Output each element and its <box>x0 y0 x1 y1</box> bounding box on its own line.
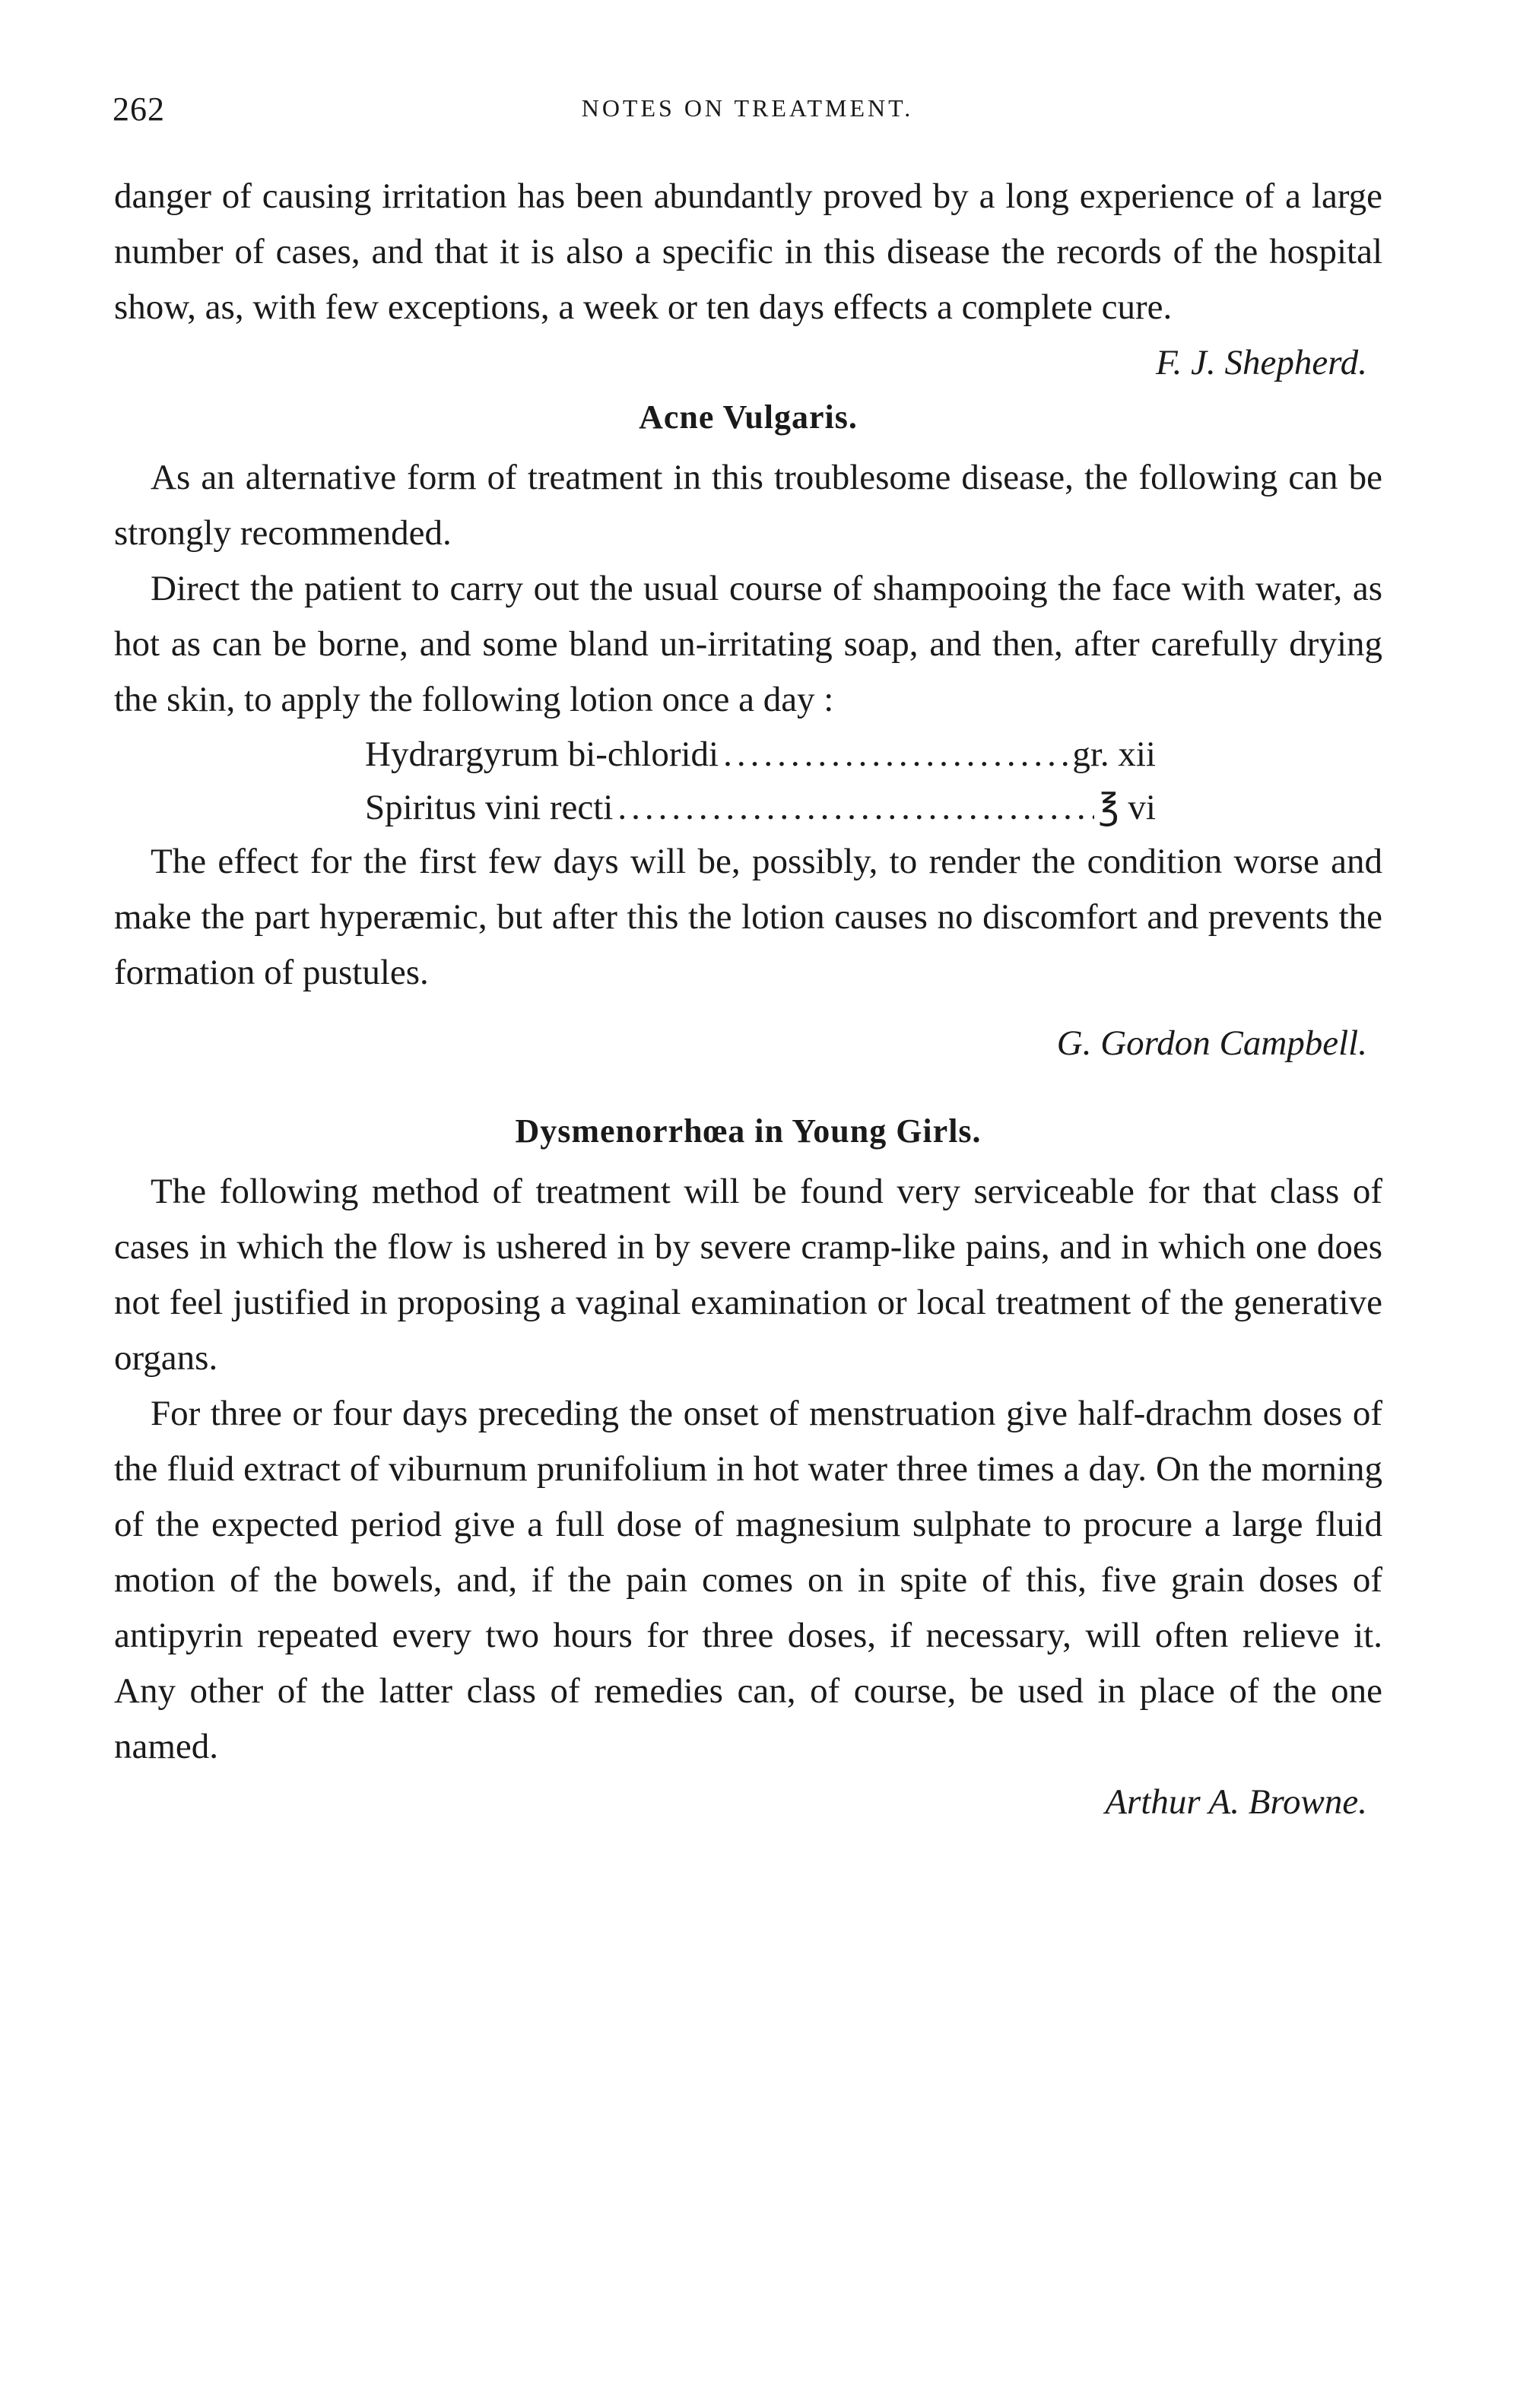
running-head <box>113 90 1382 135</box>
ingredient-name: Hydrargyrum bi-chloridi <box>365 734 719 774</box>
acne-paragraph-1: As an alternative form of treatment in this troublesome disease, the following can be strongly recommended. <box>114 458 1382 553</box>
dysmenorrhoea-paragraph-2: For three or four days preceding the onset of menstruation give half-drachm doses of the fluid extract of viburnum prunifolium in hot water three times a day. On the morning of the expected period give a full dose of magnesium sulphate to procure a large fluid motion of the bowels, and, if the pain comes on in spite of this, five grain doses of antipyrin repeated every two hours for three doses, if necessary, will often relieve it. Any other of the latter class of remedies can, of course, be used in place of the one named. <box>114 1394 1382 1766</box>
page-number: 262 <box>113 90 165 128</box>
ingredient-name: Spiritus vini recti <box>365 788 614 827</box>
signature-browne: Arthur A. Browne. <box>1105 1782 1367 1822</box>
acne-paragraph-2: Direct the patient to carry out the usual course of shampooing the face with water, as hot as can be borne, and some bland un-irritating soap, and then, after carefully drying the skin, to apply the following lotion once a day : <box>114 569 1382 719</box>
signature-shepherd: F. J. Shepherd. <box>1155 343 1367 382</box>
leader-dots <box>617 781 1093 834</box>
ingredient-amount: gr. xii <box>1072 734 1156 774</box>
acne-paragraph-3: The effect for the first few days will be, possibly, to render the condition worse and make the part hyperæmic, but after this the lotion causes no discomfort and prevents the formation of pustules. <box>114 842 1382 992</box>
continued-paragraph: danger of causing irritation has been abundantly proved by a long experience of a large number of cases, and that it is also a specific in this disease the records of the hospital show, as, with few exceptions, a week or ten days effects a complete cure. <box>114 176 1382 327</box>
heading-dysmenorrhoea: Dysmenorrhœa in Young Girls. <box>515 1112 982 1150</box>
dysmenorrhoea-paragraph-1: The following method of treatment will be found very serviceable for that class of cases in which the flow is ushered in by severe cramp-like pains, and in which one does not feel justified in proposing a vaginal examination or local treatment of the generative organs. <box>114 1172 1382 1378</box>
leader-dots <box>723 728 1068 781</box>
running-title: NOTES ON TREATMENT. <box>581 94 914 122</box>
prescription-line <box>365 781 1156 834</box>
ingredient-amount: ℥ vi <box>1098 788 1156 827</box>
prescription <box>365 728 1156 834</box>
prescription-line <box>365 728 1156 781</box>
page-body <box>114 169 1382 1830</box>
signature-campbell: G. Gordon Campbell. <box>1056 1023 1367 1063</box>
heading-acne-vulgaris: Acne Vulgaris. <box>639 398 858 436</box>
